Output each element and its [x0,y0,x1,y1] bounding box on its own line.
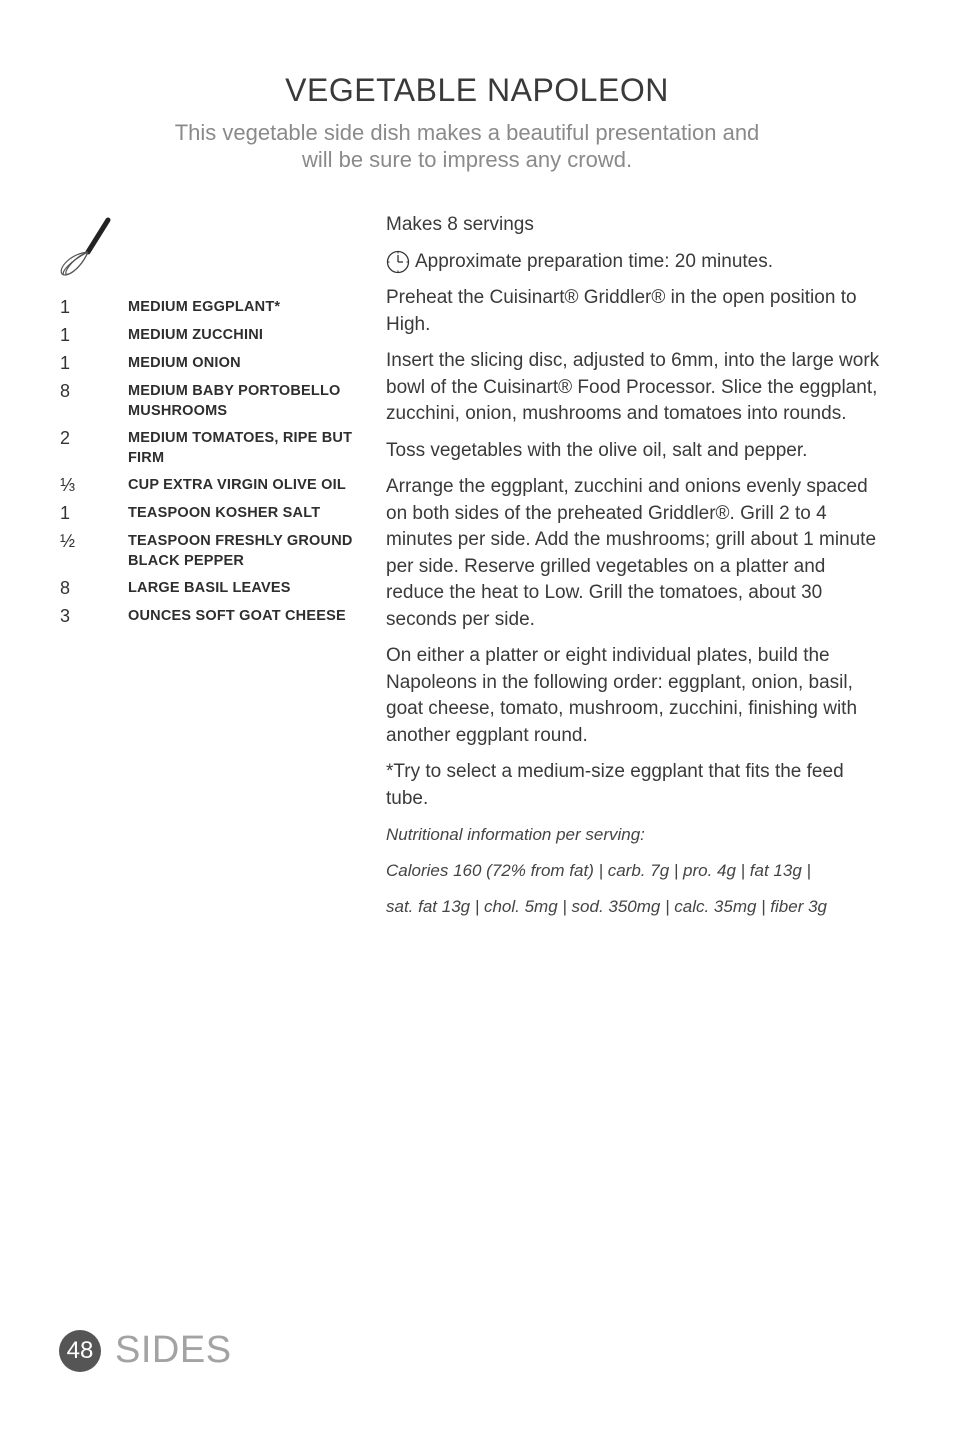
ingredient-row [60,502,360,524]
whisk-icon [56,216,116,278]
ingredient-row [60,474,360,496]
ingredient-row [60,577,360,599]
nutrition-title: Nutritional information per serving: [386,825,645,844]
step-1: Preheat the Cuisinart® Griddler® in the open position to High. [386,287,857,335]
ingredient-name: LARGE BASIL LEAVES [128,580,291,596]
ingredient-row [60,380,360,421]
ingredient-row [60,296,360,318]
page-footer [59,1329,232,1372]
ingredient-qty: 3 [60,606,71,626]
step-note: *Try to select a medium-size eggplant that fits the feed tube. [386,761,844,809]
clock-icon [386,250,410,274]
ingredient-name: MEDIUM BABY PORTOBELLO MUSHROOMS [128,383,341,419]
ingredient-name: MEDIUM ZUCCHINI [128,327,264,343]
step-3: Toss vegetables with the olive oil, salt and pepper. [386,439,808,461]
ingredient-qty: 1 [60,297,71,317]
ingredient-name: TEASPOON FRESHLY GROUND BLACK PEPPER [128,533,353,569]
step-5: On either a platter or eight individual plates, build the Napoleons in the following order: eggplant, onion, basil, goat cheese, tomato, mushroom, zucchini, finishing with another eggplant round. [386,645,858,746]
ingredient-qty: 1 [60,353,71,373]
subtitle-line-1: This vegetable side dish makes a beautiful presentation and [174,120,760,145]
ingredient-name: MEDIUM EGGPLANT* [128,299,281,315]
nutrition-line-2: sat. fat 13g | chol. 5mg | sod. 350mg | calc. 35mg | fiber 3g [386,897,828,916]
step-2: Insert the slicing disc, adjusted to 6mm, into the large work bowl of the Cuisinart® Food Processor. Slice the eggplant, zucchini, onion, mushrooms and tomatoes into rounds. [386,350,880,424]
ingredient-qty: 8 [60,578,71,598]
ingredient-qty: ½ [60,531,76,551]
ingredient-qty: 1 [60,503,71,523]
ingredient-name: OUNCES SOFT GOAT CHEESE [128,608,346,624]
ingredient-name: MEDIUM ONION [128,355,241,371]
ingredient-row [60,605,360,627]
section-label: SIDES [115,1329,232,1371]
ingredient-qty: 2 [60,428,71,448]
ingredient-list [60,296,360,633]
ingredient-row [60,324,360,346]
ingredient-qty: 8 [60,381,71,401]
recipe-title: VEGETABLE NAPOLEON [285,72,669,108]
ingredient-qty: ⅓ [60,475,76,495]
ingredient-name: MEDIUM TOMATOES, RIPE BUT FIRM [128,430,353,466]
subtitle-line-2: will be sure to impress any crowd. [301,147,633,172]
ingredient-row [60,352,360,374]
ingredient-qty: 1 [60,325,71,345]
directions [386,212,886,930]
prep-time [386,249,886,276]
ingredient-row [60,530,360,571]
nutrition-line-1: Calories 160 (72% from fat) | carb. 7g | pro. 4g | fat 13g | [386,861,811,880]
servings: Makes 8 servings [386,214,534,235]
ingredient-name: TEASPOON KOSHER SALT [128,505,321,521]
ingredient-name: CUP EXTRA VIRGIN OLIVE OIL [128,477,346,493]
step-4: Arrange the eggplant, zucchini and onions evenly spaced on both sides of the preheated Griddler®. Grill 2 to 4 minutes per side. Add the mushrooms; grill about 1 minute per side. Reserve grilled vegetables on a platter and reduce the heat to Low. Grill the tomatoes, about 30 seconds per side. [386,476,877,630]
ingredient-row [60,427,360,468]
page-number-badge: 48 [59,1330,101,1372]
recipe-subtitle [137,119,797,173]
prep-time-text: Approximate preparation time: 20 minutes. [415,250,774,272]
